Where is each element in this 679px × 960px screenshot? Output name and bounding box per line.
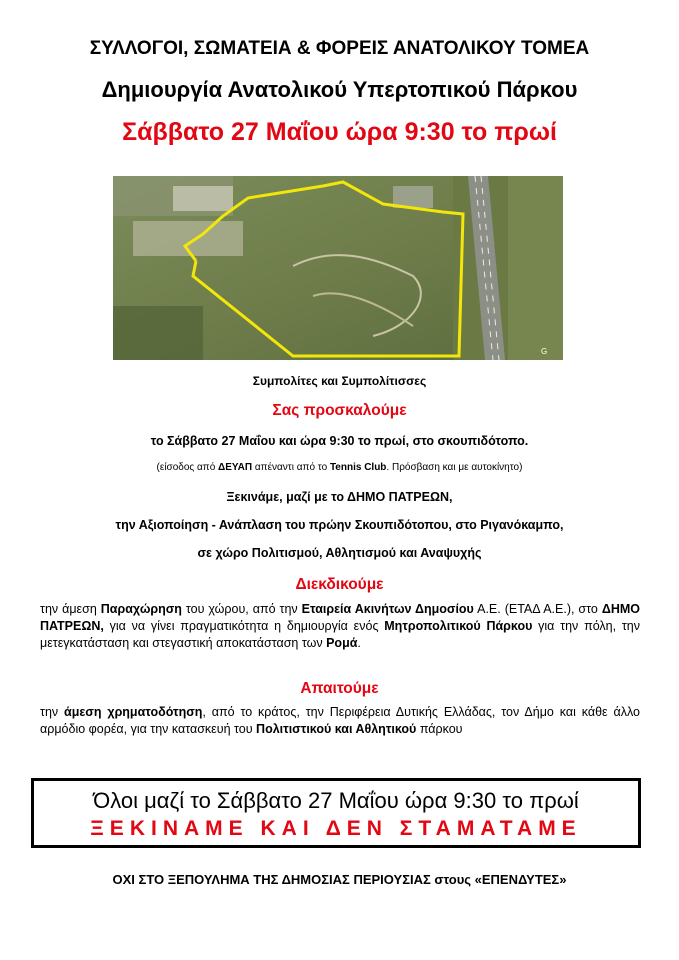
demand-heading: Απαιτούμε bbox=[300, 680, 379, 697]
aerial-map-photo bbox=[113, 176, 563, 360]
start-line-1: Ξεκινάμε, μαζί με το ΔΗΜΟ ΠΑΤΡΕΩΝ, bbox=[226, 490, 453, 504]
access-note: (είσοδος από ΔΕΥΑΠ απέναντι από το Tennis Club. Πρόσβαση και με αυτοκίνητο) bbox=[156, 462, 523, 473]
organizers-heading: ΣΥΛΛΟΓΟΙ, ΣΩΜΑΤΕΙΑ & ΦΟΡΕΙΣ ΑΝΑΤΟΛΙΚΟΥ ΤΟΜΕΑ bbox=[89, 38, 590, 59]
demand-paragraph: την άμεση χρηματοδότηση, από το κράτος, την Περιφέρεια Δυτικής Ελλάδας, τον Δήμο και κάθε άλλο αρμόδιο φορέα, για την κατασκευή του Πολιτιστικού και Αθλητικού πάρκου bbox=[40, 705, 640, 736]
event-date-heading: Σάββατο 27 Μαΐου ώρα 9:30 το πρωί bbox=[122, 118, 557, 146]
callout-box bbox=[31, 778, 641, 848]
footer-slogan: ΟΧΙ ΣΤΟ ΞΕΠΟΥΛΗΜΑ ΤΗΣ ΔΗΜΟΣΙΑΣ ΠΕΡΙΟΥΣΙΑΣ στους «ΕΠΕΝΔΥΤΕΣ» bbox=[112, 872, 567, 887]
start-line-2: την Αξιοποίηση - Ανάπλαση του πρώην Σκουπιδότοπου, στο Ριγανόκαμπο, bbox=[115, 518, 564, 532]
greeting: Συμπολίτες και Συμπολίτισσες bbox=[252, 374, 427, 388]
svg-text:G: G bbox=[541, 347, 548, 356]
tennis-club-label: Tennis Club bbox=[329, 462, 387, 473]
claim-paragraph: την άμεση Παραχώρηση του χώρου, από την Εταιρεία Ακινήτων Δημοσίου Α.Ε. (ΕΤΑΔ Α.Ε.), στο ΔΗΜΟ ΠΑΤΡΕΩΝ, για να γίνει πραγματικότητα η δημιουργία ενός Μητροπολιτικού Πάρκου για την πόλη, την μετεγκατάσταση και στεγαστική αποκατάσταση των Ρομά. bbox=[40, 602, 640, 650]
claim-heading: Διεκδικούμε bbox=[295, 576, 384, 593]
page-title: Δημιουργία Ανατολικού Υπερτοπικού Πάρκου bbox=[101, 77, 578, 102]
callout-slogan: ΞΕΚΙΝΑΜΕ ΚΑΙ ΔΕΝ ΣΤΑΜΑΤΑΜΕ bbox=[90, 817, 582, 840]
start-line-3: σε χώρο Πολιτισμού, Αθλητισμού και Αναψυχής bbox=[197, 546, 482, 560]
invite-line: το Σάββατο 27 Μαΐου και ώρα 9:30 το πρωί, στο σκουπιδότοπο. bbox=[150, 434, 529, 448]
deyap-label: ΔΕΥΑΠ bbox=[218, 462, 253, 473]
aerial-map-image bbox=[113, 176, 563, 360]
invite-heading: Σας προσκαλούμε bbox=[272, 402, 407, 419]
callout-line-1: Όλοι μαζί το Σάββατο 27 Μαΐου ώρα 9:30 το πρωί bbox=[93, 788, 579, 813]
